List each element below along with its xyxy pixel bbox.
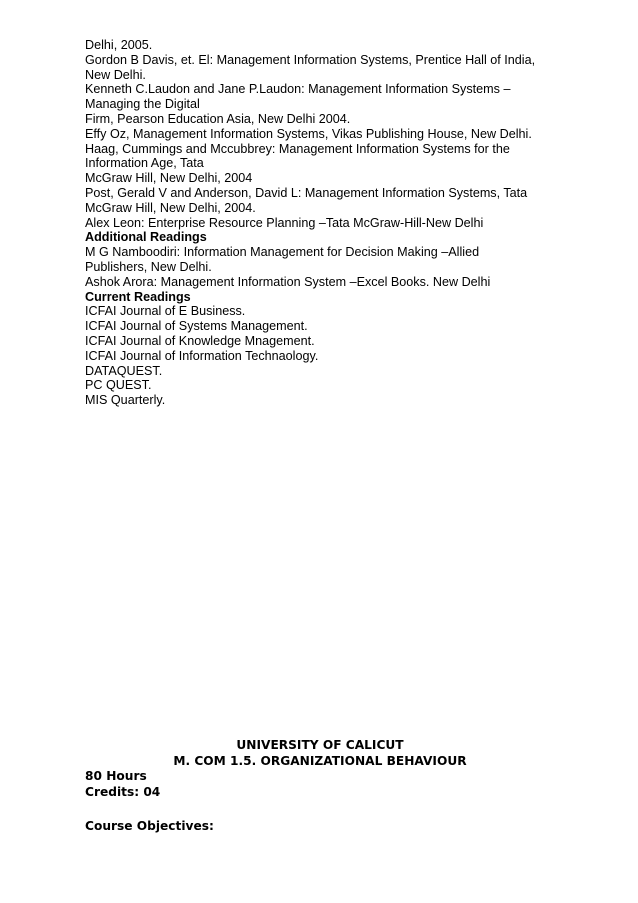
current-reading-line: PC QUEST. — [85, 378, 152, 393]
reference-line: McGraw Hill, New Delhi, 2004. — [85, 200, 256, 215]
reference-line: Information Age, Tata — [85, 156, 204, 171]
current-readings-heading: Current Readings — [85, 289, 191, 304]
additional-reading-line: Publishers, New Delhi. — [85, 259, 212, 274]
course-header — [85, 738, 555, 835]
current-reading-line: MIS Quarterly. — [85, 393, 166, 408]
reading-list — [85, 38, 560, 408]
course-objectives-heading: Course Objectives: — [85, 819, 214, 833]
reference-line: McGraw Hill, New Delhi, 2004 — [85, 171, 253, 186]
reference-line: Kenneth C.Laudon and Jane P.Laudon: Management Information Systems – — [85, 82, 511, 97]
course-hours: 80 Hours — [85, 769, 147, 783]
course-title: M. COM 1.5. ORGANIZATIONAL BEHAVIOUR — [173, 753, 467, 768]
reference-line: Firm, Pearson Education Asia, New Delhi 2004. — [85, 111, 351, 126]
reference-line: Haag, Cummings and Mccubbrey: Management Information Systems for the — [85, 141, 510, 156]
reference-line: Effy Oz, Management Information Systems, Vikas Publishing House, New Delhi. — [85, 126, 532, 141]
reference-line: Managing the Digital — [85, 97, 200, 112]
reference-line: Gordon B Davis, et. El: Management Information Systems, Prentice Hall of India, — [85, 52, 536, 67]
additional-reading-line: M G Namboodiri: Information Management for Decision Making –Allied — [85, 245, 480, 260]
reference-line: New Delhi. — [85, 67, 146, 82]
university-name: UNIVERSITY OF CALICUT — [236, 738, 404, 752]
current-reading-line: ICFAI Journal of Systems Management. — [85, 319, 308, 334]
course-credits: Credits: 04 — [85, 784, 161, 799]
additional-reading-line: Ashok Arora: Management Information System –Excel Books. New Delhi — [85, 274, 491, 289]
reference-line: Delhi, 2005. — [85, 38, 153, 52]
current-reading-line: DATAQUEST. — [85, 363, 163, 378]
reference-line: Alex Leon: Enterprise Resource Planning –Tata McGraw-Hill-New Delhi — [85, 215, 484, 230]
current-reading-line: ICFAI Journal of E Business. — [85, 304, 246, 319]
current-reading-line: ICFAI Journal of Knowledge Mnagement. — [85, 333, 315, 348]
current-reading-line: ICFAI Journal of Information Technaology. — [85, 348, 319, 363]
additional-readings-heading: Additional Readings — [85, 230, 207, 245]
reference-line: Post, Gerald V and Anderson, David L: Management Information Systems, Tata — [85, 185, 528, 200]
